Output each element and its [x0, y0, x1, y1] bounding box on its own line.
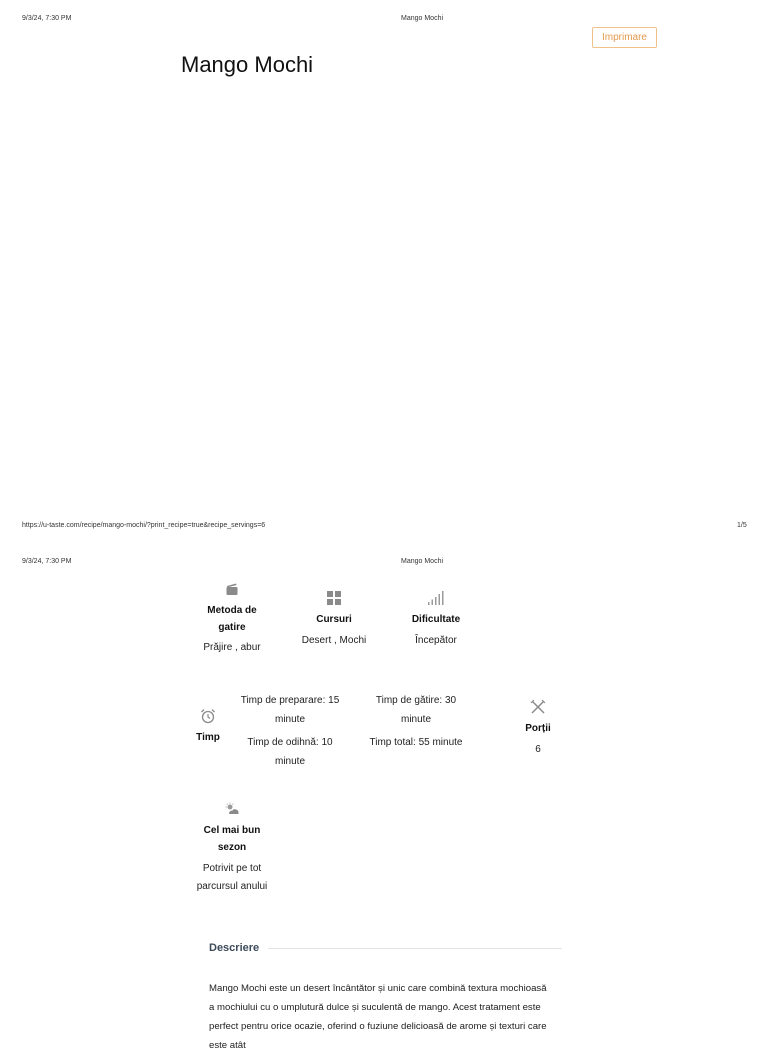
- meta-value: Desert , Mochi: [301, 635, 367, 646]
- meta-label: Metoda de gatire: [207, 605, 257, 633]
- description-divider: [268, 948, 562, 949]
- footer-url[interactable]: https://u-taste.com/recipe/mango-mochi/?print_recipe=true&recipe_servings=6: [22, 522, 266, 529]
- time-rest: Timp de odihnă: 10 minute: [247, 737, 333, 767]
- header-doc-title: Mango Mochi: [401, 558, 444, 565]
- meta-servings: [512, 699, 564, 759]
- footer-page-number: 1/5: [737, 522, 747, 529]
- meta-label: Cel mai bun sezon: [203, 825, 261, 853]
- meta-value: Potrivit pe tot parcursul anului: [196, 863, 268, 892]
- time-total: Timp total: 55 minute: [369, 737, 463, 748]
- meta-label: Timp: [196, 732, 220, 743]
- meta-value: 6: [535, 744, 541, 755]
- meta-difficulty: [398, 590, 474, 650]
- grid-icon: [326, 590, 342, 606]
- fork-knife-icon: [530, 699, 546, 715]
- description-heading: Descriere: [209, 942, 260, 954]
- meta-cooking-method: [196, 582, 268, 657]
- meta-label: Dificultate: [411, 614, 461, 625]
- cooking-pot-icon: [224, 582, 240, 596]
- signal-bars-icon: [427, 590, 445, 606]
- header-datetime: 9/3/24, 7:30 PM: [22, 558, 72, 565]
- description-text: Mango Mochi este un desert încântător și unic care combină textura mochioasă a mochiului cu o umplutură dulce și suculentă de mango. Acest tratament este perfect pentru orice ocazie, oferind o fuziune delicioasă de arome și texturi care este atât: [209, 983, 547, 1051]
- meta-label: Cursuri: [316, 614, 352, 625]
- sun-cloud-icon: [224, 802, 240, 816]
- header-datetime: 9/3/24, 7:30 PM: [22, 15, 72, 22]
- time-cook: Timp de gătire: 30 minute: [375, 695, 457, 725]
- meta-value: Începător: [415, 635, 457, 646]
- time-prep: Timp de preparare: 15 minute: [240, 695, 340, 725]
- meta-courses: [296, 590, 372, 650]
- meta-label: Porții: [525, 723, 551, 734]
- meta-time: [190, 708, 226, 746]
- meta-season: [192, 802, 272, 896]
- recipe-title: Mango Mochi: [181, 52, 314, 77]
- print-button[interactable]: Imprimare: [592, 27, 657, 48]
- meta-value: Prăjire , abur: [203, 642, 261, 653]
- header-doc-title: Mango Mochi: [401, 15, 444, 22]
- alarm-clock-icon: [200, 708, 216, 724]
